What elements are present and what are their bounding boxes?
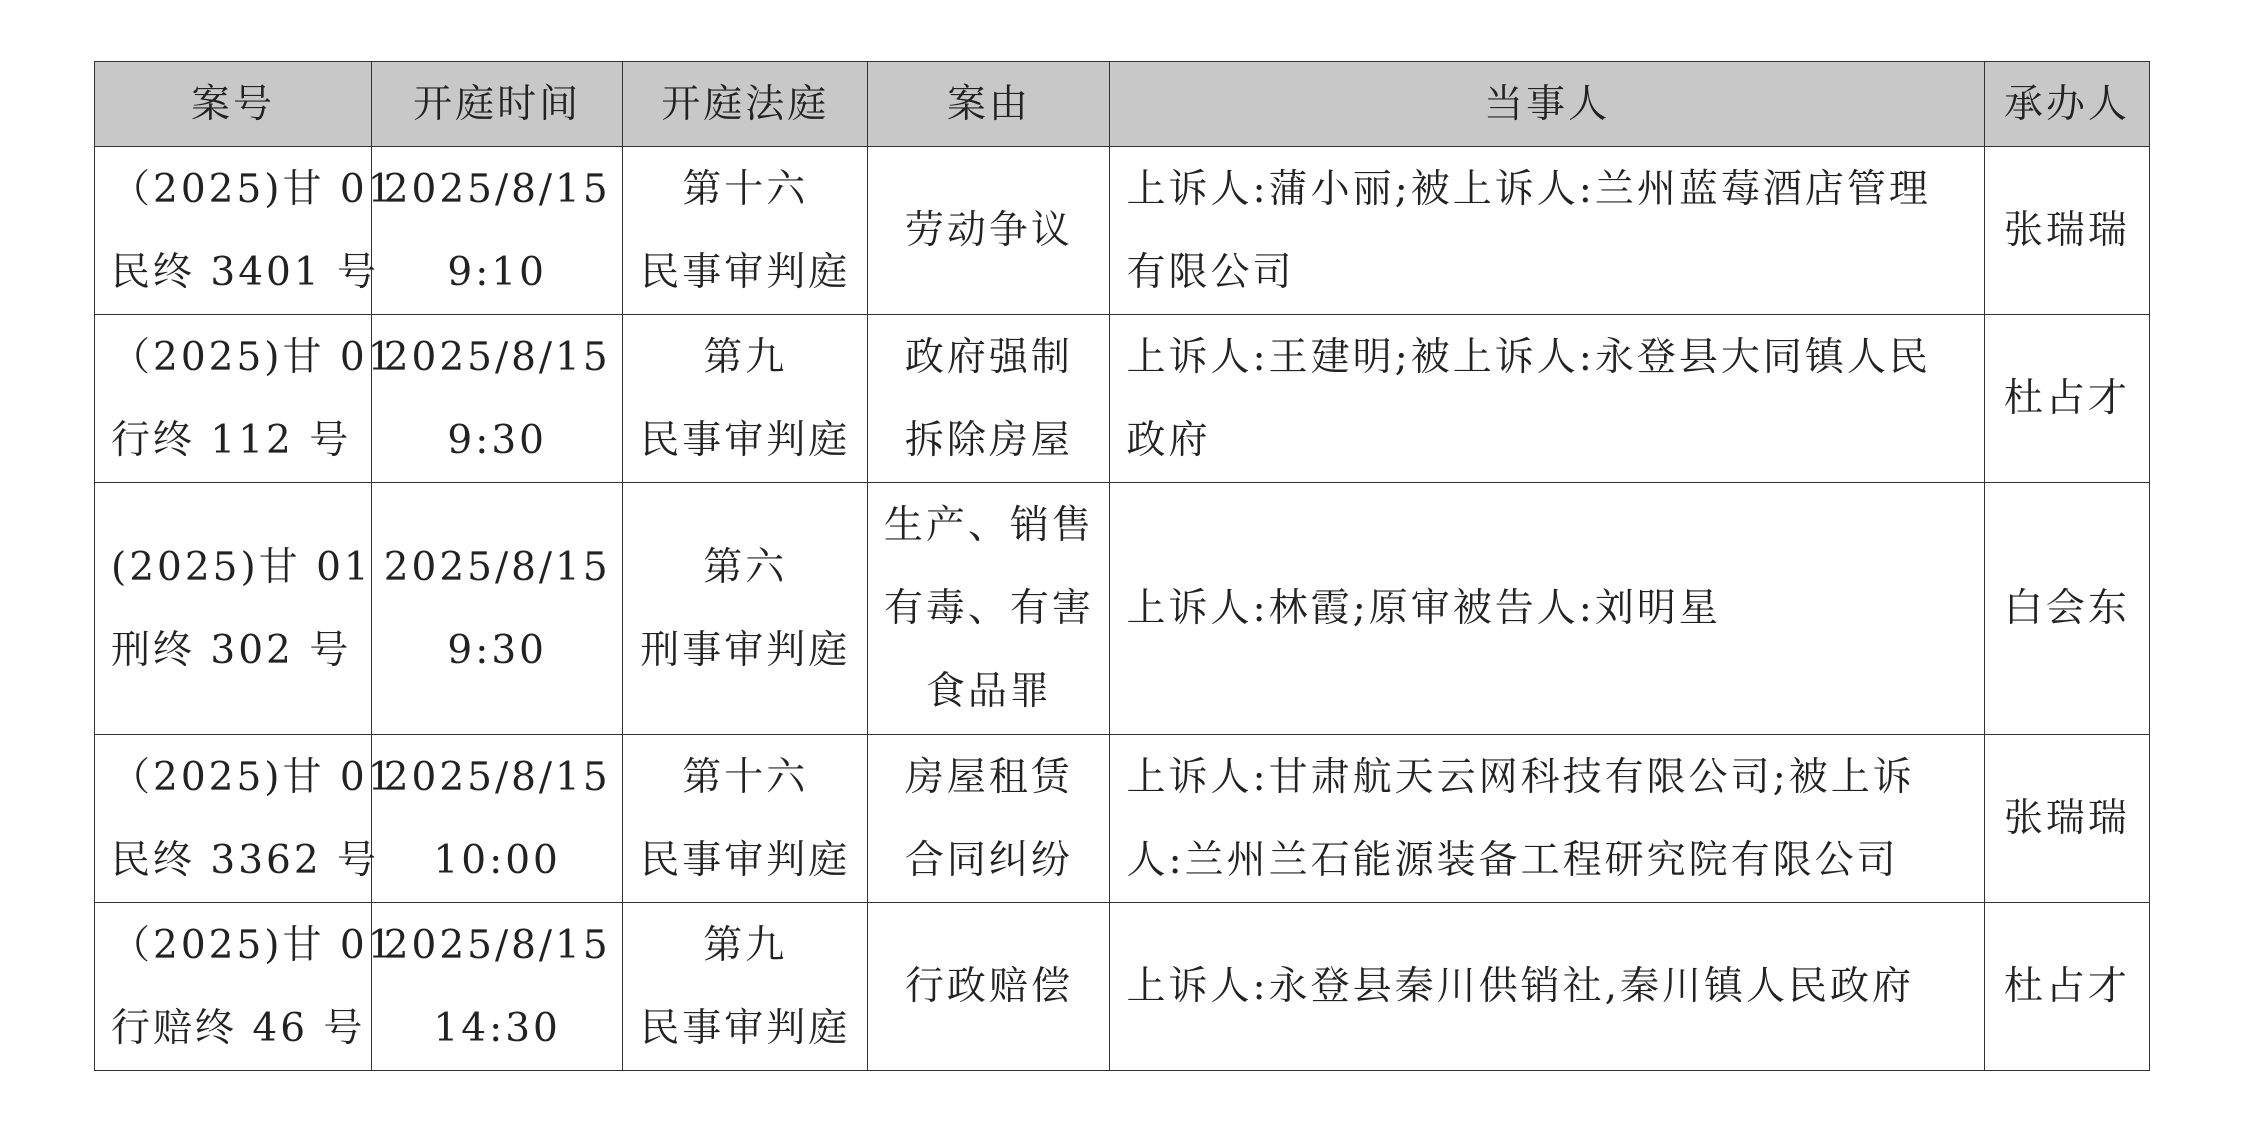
courtroom-line: 第十六	[682, 754, 809, 800]
case-cause-line: 拆除房屋	[904, 417, 1073, 463]
case-cause-line: 有毒、有害	[883, 586, 1094, 631]
hearing-time-line: 10:00	[433, 837, 561, 883]
case-cause-line: 政府强制	[904, 334, 1073, 380]
courtroom-cell	[623, 315, 868, 483]
case-cause-cell	[868, 903, 1110, 1071]
courtroom-line: 第十六	[682, 166, 809, 212]
parties-line: 有限公司	[1126, 249, 1295, 295]
hearing-time-line: 9:10	[447, 249, 547, 295]
courtroom-line: 民事审判庭	[640, 417, 851, 463]
courtroom-line: 刑事审判庭	[640, 627, 851, 673]
judge-cell	[1984, 735, 2149, 903]
hearing-time-line: 2025/8/15	[383, 334, 611, 380]
hearing-time-line: 2025/8/15	[383, 166, 611, 212]
courtroom-cell	[623, 903, 868, 1071]
courtroom-line: 第九	[703, 334, 788, 380]
case-cause-line: 生产、销售	[883, 503, 1094, 548]
case-number-line: （2025)甘 01	[111, 754, 396, 800]
parties-line: 上诉人:蒲小丽;被上诉人:兰州蓝莓酒店管理	[1126, 166, 1931, 212]
header-cause: 案由	[868, 62, 1110, 147]
judge-name: 白会东	[2003, 586, 2130, 631]
hearing-time-line: 2025/8/15	[383, 544, 611, 590]
header-court: 开庭法庭	[623, 62, 868, 147]
courtroom-line: 民事审判庭	[640, 837, 851, 883]
case-number-line: 民终 3401 号	[111, 249, 380, 295]
case-number-line: 行终 112 号	[111, 417, 352, 463]
parties-cell	[1110, 147, 1984, 315]
case-cause-cell	[868, 315, 1110, 483]
table-row	[95, 315, 2150, 483]
header-parties: 当事人	[1110, 62, 1984, 147]
judge-name: 张瑞瑞	[2003, 796, 2130, 841]
judge-name: 张瑞瑞	[2003, 208, 2130, 253]
case-cause-line: 合同纠纷	[904, 837, 1073, 883]
case-cause-cell	[868, 147, 1110, 315]
parties-line: 上诉人:永登县秦川供销社,秦川镇人民政府	[1126, 964, 1914, 1009]
hearing-time-line: 2025/8/15	[383, 754, 611, 800]
header-judge: 承办人	[1984, 62, 2149, 147]
case-cause-cell	[868, 735, 1110, 903]
case-cause-line: 房屋租赁	[904, 754, 1073, 800]
table-row	[95, 903, 2150, 1071]
hearing-time-line: 9:30	[447, 417, 547, 463]
courtroom-cell	[623, 735, 868, 903]
parties-cell	[1110, 735, 1984, 903]
case-cause-line: 劳动争议	[904, 208, 1073, 253]
header-case-no: 案号	[95, 62, 372, 147]
hearing-time-cell	[372, 735, 623, 903]
hearing-time-line: 14:30	[433, 1005, 561, 1051]
parties-cell	[1110, 903, 1984, 1071]
hearing-time-cell	[372, 483, 623, 735]
courtroom-line: 民事审判庭	[640, 1005, 851, 1051]
parties-cell	[1110, 483, 1984, 735]
hearing-time-line: 2025/8/15	[383, 922, 611, 968]
parties-line: 上诉人:林霞;原审被告人:刘明星	[1126, 586, 1721, 631]
table-row	[95, 735, 2150, 903]
case-number-cell	[95, 903, 396, 1071]
case-number-line: 民终 3362 号	[111, 837, 380, 883]
table-row	[95, 483, 2150, 735]
parties-line: 人:兰州兰石能源装备工程研究院有限公司	[1126, 837, 1899, 883]
case-number-line: 刑终 302 号	[111, 627, 352, 673]
judge-cell	[1984, 147, 2149, 315]
courtroom-cell	[623, 147, 868, 315]
case-number-line: （2025)甘 01	[111, 166, 396, 212]
case-number-line: （2025)甘 01	[111, 922, 396, 968]
hearing-time-cell	[372, 315, 623, 483]
judge-cell	[1984, 903, 2149, 1071]
courtroom-line: 民事审判庭	[640, 249, 851, 295]
case-number-line: 行赔终 46 号	[111, 1005, 366, 1051]
header-time: 开庭时间	[372, 62, 623, 147]
case-number-cell	[95, 483, 372, 735]
case-number-line: (2025)甘 01	[111, 544, 372, 590]
case-number-cell	[95, 315, 396, 483]
case-number-cell	[95, 735, 396, 903]
table-header-row	[95, 62, 2150, 147]
courtroom-line: 第六	[703, 544, 788, 590]
judge-name: 杜占才	[2003, 964, 2130, 1009]
parties-cell	[1110, 315, 1984, 483]
hearing-time-cell	[372, 903, 623, 1071]
judge-name: 杜占才	[2003, 376, 2130, 421]
case-cause-cell	[868, 483, 1110, 735]
case-cause-line: 食品罪	[925, 669, 1052, 714]
judge-cell	[1984, 483, 2149, 735]
judge-cell	[1984, 315, 2149, 483]
parties-line: 上诉人:甘肃航天云网科技有限公司;被上诉	[1126, 754, 1915, 800]
courtroom-cell	[623, 483, 868, 735]
courtroom-line: 第九	[703, 922, 788, 968]
hearing-schedule-table	[94, 61, 2150, 1071]
case-number-line: （2025)甘 01	[111, 334, 396, 380]
case-cause-line: 行政赔偿	[904, 964, 1073, 1009]
table-row	[95, 147, 2150, 315]
case-number-cell	[95, 147, 396, 315]
hearing-time-cell	[372, 147, 623, 315]
parties-line: 上诉人:王建明;被上诉人:永登县大同镇人民	[1126, 334, 1931, 380]
hearing-time-line: 9:30	[447, 627, 547, 673]
parties-line: 政府	[1126, 417, 1211, 463]
